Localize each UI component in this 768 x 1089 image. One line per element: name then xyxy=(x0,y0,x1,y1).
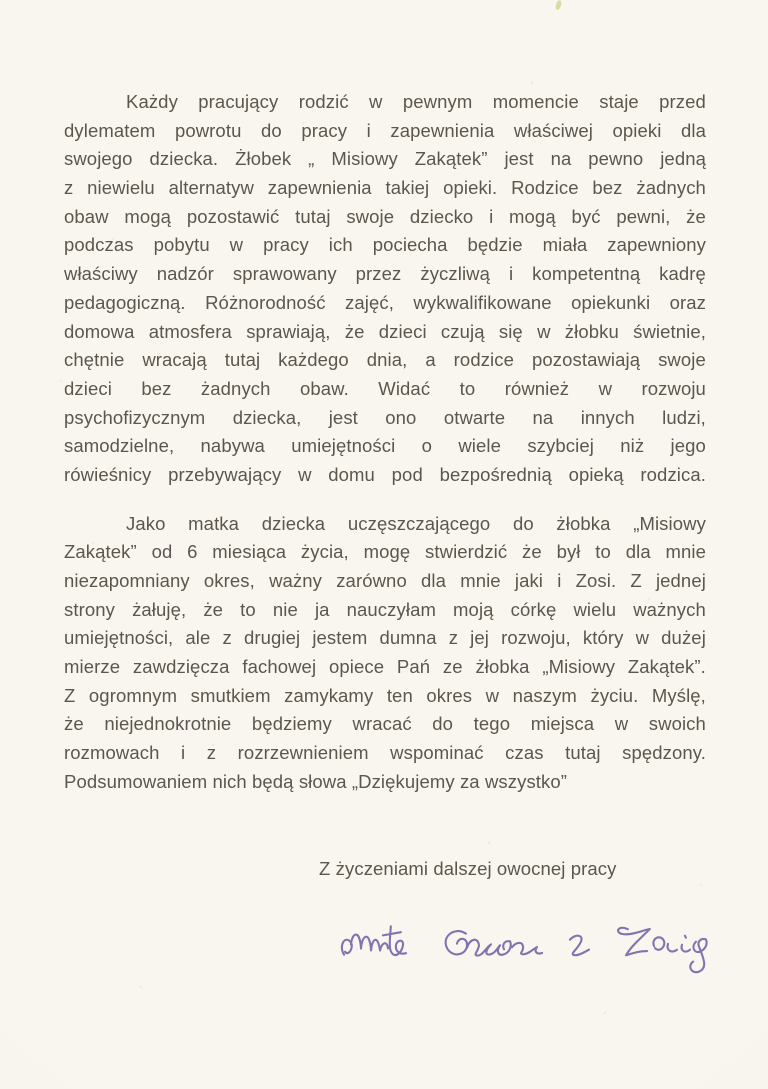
paper-texture xyxy=(0,0,2,2)
letter-body xyxy=(64,88,706,989)
letter-line: z niewielu alternatyw zapewnienia takiej opieki. Rodzice bez żadnych xyxy=(64,177,706,199)
letter-line: umiejętności, ale z drugiej jestem dumna z jej rozwoju, który w dużej xyxy=(64,627,706,649)
letter-line: Każdy pracujący rodzić w pewnym momencie staje przed xyxy=(126,91,706,112)
letter-line: właściwy nadzór sprawowany przez życzliwą i kompetentną kadrę xyxy=(64,263,706,285)
letter-line: dylematem powrotu do pracy i zapewnienia właściwej opieki dla xyxy=(64,119,706,141)
letter-line: domowa atmosfera sprawiają, że dzieci czują się w żłobku świetnie, xyxy=(64,320,706,342)
letter-line: niezapomniany okres, ważny zarówno dla mnie jaki i Zosi. Z jednej xyxy=(64,570,706,591)
closing-line: Z życzeniami dalszej owocnej pracy xyxy=(319,857,617,879)
letter-line: rozmowach i z rozrzewnieniem wspominać czas tutaj spędzony. xyxy=(64,742,706,764)
letter-line: podczas pobytu w pracy ich pociecha będzie miała zapewniony xyxy=(64,234,706,256)
letter-line: Podsumowaniem nich będą słowa „Dziękujemy za wszystko” xyxy=(64,770,568,792)
letter-line: że niejednokrotnie będziemy wracać do tego miejsca w swoich xyxy=(64,713,706,735)
letter-line: obaw mogą pozostawić tutaj swoje dziecko i mogą być pewni, że xyxy=(64,205,706,227)
paragraph-1 xyxy=(64,88,706,490)
letter-line: Jako matka dziecka uczęszczającego do żłobka „Misiowy xyxy=(126,512,706,534)
letter-line: rówieśnicy przebywający w domu pod bezpośrednią opieką rodzica. xyxy=(64,463,706,485)
letter-line: swojego dziecka. Żłobek „ Misiowy Zakątek” jest na pewno jedną xyxy=(64,148,706,170)
letter-line: pedagogiczną. Różnorodność zajęć, wykwalifikowane opiekunki oraz xyxy=(64,291,706,313)
paragraph-2 xyxy=(64,510,706,797)
signature-handwriting xyxy=(334,901,743,991)
scan-speck xyxy=(555,0,563,11)
letter-line: dzieci bez żadnych obaw. Widać to również w rozwoju xyxy=(64,377,706,399)
letter-line: chętnie wracają tutaj każdego dnia, a rodzice pozostawiają swoje xyxy=(64,349,706,371)
letter-line: strony żałuję, że to nie ja nauczyłam moją córkę wielu ważnych xyxy=(64,598,706,620)
letter-line: Z ogromnym smutkiem zamykamy ten okres w naszym życiu. Myślę, xyxy=(64,684,706,706)
letter-line: mierze zawdzięcza fachowej opiece Pań ze żłobka „Misiowy Zakątek”. xyxy=(64,656,706,678)
letter-line: Zakątek” od 6 miesiąca życia, mogę stwierdzić że był to dla mnie xyxy=(64,541,706,563)
letter-line: samodzielne, nabywa umiejętności o wiele szybciej niż jego xyxy=(64,435,706,457)
letter-line: psychofizycznym dziecka, jest ono otwarte na innych ludzi, xyxy=(64,406,706,428)
